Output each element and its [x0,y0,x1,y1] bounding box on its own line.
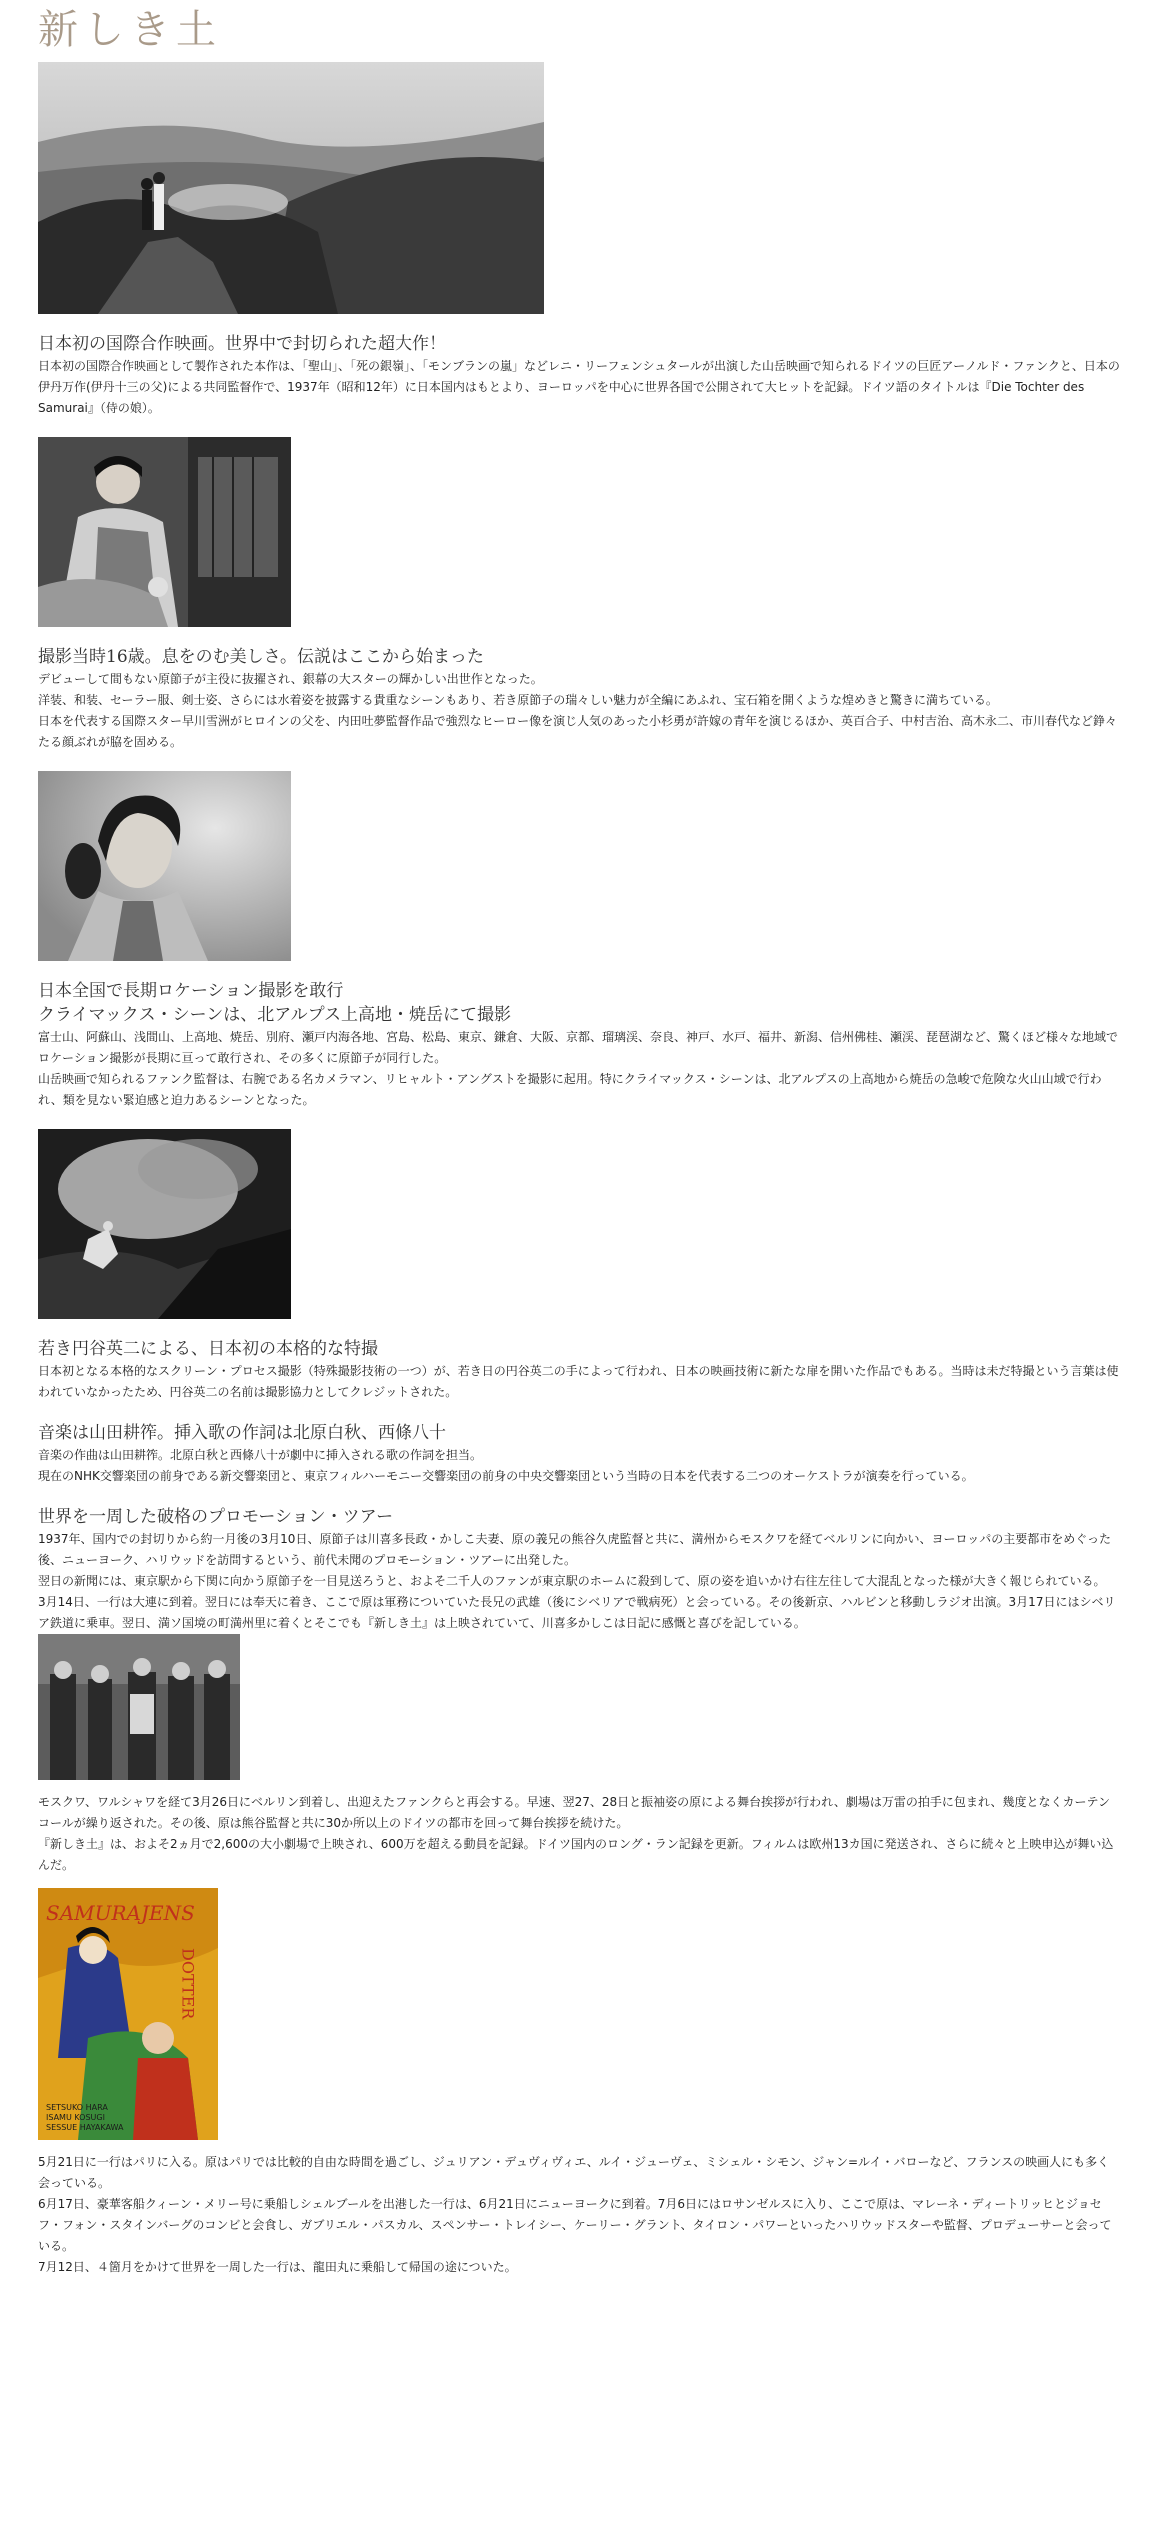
poster-credit: SESSUE HAYAKAWA [46,2123,124,2132]
section-heading: 若き円谷英二による、日本初の本格的な特撮 [38,1339,378,1359]
paragraph: 洋装、和装、セーラー服、剣士姿、さらには水着姿を披露する貴重なシーンもあり、若き原節子の瑞々しい魅力が全編にあふれ、宝石箱を開くような煌めきと驚きに満ちている。 [38,693,998,707]
group-photo [38,1634,240,1780]
section-heading: 音楽は山田耕筰。挿入歌の作詞は北原白秋、西條八十 [38,1423,446,1443]
section-heading: 撮影当時16歳。息をのむ美しさ。伝説はここから始まった [38,647,484,667]
section-heading: 日本全国で長期ロケーション撮影を敢行 [38,981,344,1001]
mountain-photo [38,62,544,314]
paragraph: デビューして間もない原節子が主役に抜擢され、銀幕の大スターの輝かしい出世作となった。 [38,672,543,686]
paragraph: 『新しき土』は、およそ2ヵ月で2,600の大小劇場で上映され、600万を超える動員を記録。ドイツ国内のロング・ラン記録を更新。フィルムは欧州13カ国に発送され、さらに続々と上映申込が舞い込んだ。 [38,1837,1114,1872]
section-heading: 世界を一周した破格のプロモーション・ツアー [38,1507,394,1527]
paragraph: 現在のNHK交響楽団の前身である新交響楽団と、東京フィルハーモニー交響楽団の前身の中央交響楽団という当時の日本を代表する二つのオーケストラが演奏を行っている。 [38,1469,974,1483]
paragraph: 山岳映画で知られるファンク監督は、右腕である名カメラマン、リヒャルト・アングストを撮影に起用。特にクライマックス・シーンは、北アルプスの上高地から焼岳の急峻で危険な火山山域で行われ、類を見ない緊迫感と迫力あるシーンとなった。 [38,1072,1102,1107]
paragraph: 日本初の国際合作映画として製作された本作は、「聖山」、「死の銀嶺」、「モンブランの嵐」などレニ・リーフェンシュタールが出演した山岳映画で知られるドイツの巨匠アーノルド・ファンクと、日本の伊丹万作(伊丹十三の父)による共同監督作で、1937年（昭和12年）に日本国内はもとより、ヨーロッパを中心に世界各国で公開されて大ヒットを記録。ドイツ語のタイトルは『Die Tochter des Samurai』（侍の娘）。 [38,359,1120,415]
film-poster [38,1888,218,2140]
section-subheading: クライマックス・シーンは、北アルプス上高地・焼岳にて撮影 [38,1005,511,1025]
paragraph: 1937年、国内での封切りから約一月後の3月10日、原節子は川喜多長政・かしこ夫妻、原の義兄の熊谷久虎監督と共に、満州からモスクワを経てベルリンに向かい、ヨーロッパの主要都市をめぐった後、ニューヨーク、ハリウッドを訪問するという、前代未聞のプロモーション・ツアーに出発した。 [38,1532,1111,1567]
section-heading: 日本初の国際合作映画。世界中で封切られた超大作！ [38,334,446,354]
paragraph: 日本を代表する国際スター早川雪洲がヒロインの父を、内田吐夢監督作品で強烈なヒーロー像を演じ人気のあった小杉勇が許嫁の青年を演じるほか、英百合子、中村吉治、高木永二、市川春代など錚々たる顔ぶれが脇を固める。 [38,714,1118,749]
volcano-scene-photo [38,1129,291,1319]
page-title: 新しき土 [38,7,222,53]
paragraph: 富士山、阿蘇山、浅間山、上高地、焼岳、別府、瀬戸内海各地、宮島、松島、東京、鎌倉、大阪、京都、瑠璃渓、奈良、神戸、水戸、福井、新潟、信州佛桂、瀬渓、琵琶湖など、驚くほど様々な地域でロケーション撮影が長期に亘って敢行され、その多くに原節子が同行した。 [38,1030,1119,1065]
paragraph: 翌日の新聞には、東京駅から下関に向かう原節子を一目見送ろうと、およそ二千人のファンが東京駅のホームに殺到して、原の姿を追いかけ右往左往して大混乱となった様が大きく報じられている。 [38,1574,1106,1588]
paragraph: モスクワ、ワルシャワを経て3月26日にベルリン到着し、出迎えたファンクらと再会する。早速、翌27、28日と振袖姿の原による舞台挨拶が行われ、劇場は万雷の拍手に包まれ、幾度となくカーテンコールが繰り返された。その後、原は熊谷監督と共に30か所以上のドイツの都市を回って舞台挨拶を続けた。 [38,1795,1110,1830]
kimono-portrait-photo [38,437,291,627]
poster-credit: SETSUKO HARA [46,2103,108,2112]
portrait-photo [38,771,291,961]
paragraph: 日本初となる本格的なスクリーン・プロセス撮影（特殊撮影技術の一つ）が、若き日の円谷英二の手によって行われ、日本の映画技術に新たな扉を開いた作品でもある。当時は未だ特撮という言葉は使われていなかったため、円谷英二の名前は撮影協力としてクレジットされた。 [38,1364,1119,1399]
paragraph: 7月12日、４箇月をかけて世界を一周した一行は、龍田丸に乗船して帰国の途についた。 [38,2260,517,2274]
poster-title-line1: SAMURAJENS [46,1901,195,1925]
poster-title-line2: DOTTER [178,1948,198,2020]
paragraph: 5月21日に一行はパリに入る。原はパリでは比較的自由な時間を過ごし、ジュリアン・デュヴィヴィエ、ルイ・ジューヴェ、ミシェル・シモン、ジャン=ルイ・バローなど、フランスの映画人にも多く会っている。 [38,2155,1110,2190]
poster-credit: ISAMU KOSUGI [46,2113,105,2122]
article [38,0,1120,2278]
paragraph: 3月14日、一行は大連に到着。翌日には奉天に着き、ここで原は軍務についていた長兄の武雄（後にシベリアで戦病死）と会っている。その後新京、ハルビンと移動しラジオ出演。3月17日にはシベリア鉄道に乗車。翌日、満ソ国境の町満州里に着くとそこでも『新しき土』は上映されていて、川喜多かしこは日記に感慨と喜びを記している。 [38,1595,1116,1630]
paragraph: 音楽の作曲は山田耕筰。北原白秋と西條八十が劇中に挿入される歌の作詞を担当。 [38,1448,483,1462]
paragraph: 6月17日、豪華客船クィーン・メリー号に乗船しシェルブールを出港した一行は、6月21日にニューヨークに到着。7月6日にはロサンゼルスに入り、ここで原は、マレーネ・ディートリッヒとジョセフ・フォン・スタインバーグのコンビと会食し、ガブリエル・パスカル、スペンサー・トレイシー、ケーリー・グラント、タイロン・パワーといったハリウッドスターや監督、プロデューサーと会っている。 [38,2197,1112,2253]
